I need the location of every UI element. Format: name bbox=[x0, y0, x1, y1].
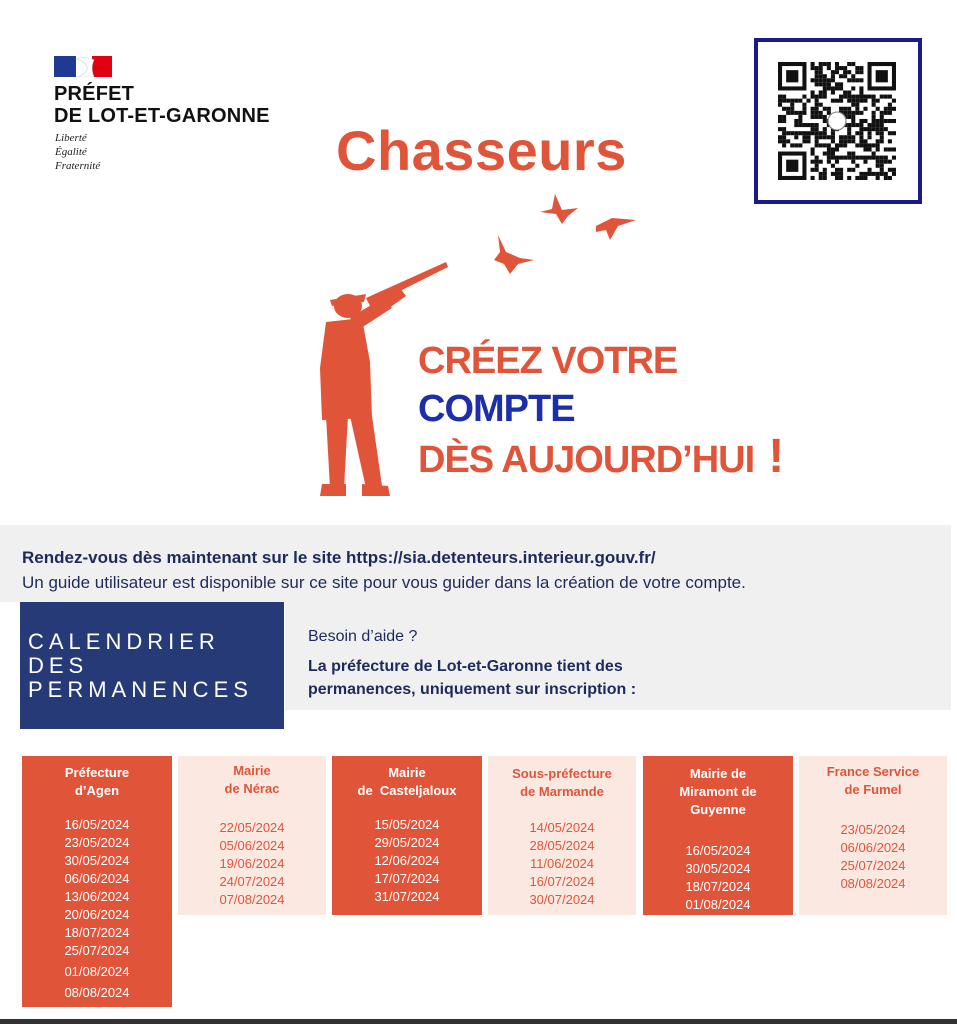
date-item: 30/05/2024 bbox=[685, 861, 751, 876]
website-instruction[interactable]: Rendez-vous dès maintenant sur le site https://sia.detenteurs.interieur.gouv.fr/ bbox=[22, 548, 656, 567]
qr-code[interactable] bbox=[754, 38, 922, 204]
prefecture-line2: DE LOT-ET-GARONNE bbox=[54, 105, 270, 127]
date-item: 30/05/2024 bbox=[64, 853, 130, 868]
calendar-title bbox=[28, 630, 253, 702]
slogan-line3-text: DÈS AUJOURD’HUI bbox=[418, 439, 755, 481]
date-item: 05/06/2024 bbox=[219, 838, 285, 853]
location-column-agen bbox=[22, 756, 172, 1007]
help-text-line1: La préfecture de Lot-et-Garonne tient des bbox=[308, 658, 623, 675]
date-item: 18/07/2024 bbox=[685, 879, 751, 894]
date-item: 28/05/2024 bbox=[529, 838, 595, 853]
date-item: 13/06/2024 bbox=[64, 889, 130, 904]
location-name-line: Mairie bbox=[233, 763, 271, 778]
date-item: 24/07/2024 bbox=[219, 874, 285, 889]
date-item: 16/07/2024 bbox=[529, 874, 595, 889]
qr-code-icon bbox=[778, 62, 896, 180]
date-item: 07/08/2024 bbox=[219, 892, 285, 907]
devise-fraternite: Fraternité bbox=[55, 160, 101, 172]
devise bbox=[55, 131, 100, 173]
slogan bbox=[418, 337, 783, 484]
date-item: 01/08/2024 bbox=[64, 964, 130, 979]
location-column-fumel bbox=[799, 756, 947, 915]
date-item: 30/07/2024 bbox=[529, 892, 595, 907]
date-item: 20/06/2024 bbox=[64, 907, 130, 922]
prefecture-name bbox=[54, 83, 270, 127]
slogan-exclamation: ! bbox=[768, 430, 784, 483]
location-name-line: d’Agen bbox=[74, 783, 120, 798]
date-item: 06/06/2024 bbox=[840, 840, 906, 855]
location-name-line: de Marmande bbox=[520, 784, 604, 799]
date-item: 12/06/2024 bbox=[374, 853, 440, 868]
date-item: 29/05/2024 bbox=[374, 835, 440, 850]
date-item: 25/07/2024 bbox=[64, 943, 130, 958]
location-name-line: Guyenne bbox=[690, 802, 746, 817]
location-name-line: Sous-préfecture bbox=[512, 766, 612, 781]
location-name-line: Mairie bbox=[388, 765, 426, 780]
date-item: 25/07/2024 bbox=[840, 858, 906, 873]
prefecture-line1: PRÉFET bbox=[54, 83, 135, 105]
guide-info: Un guide utilisateur est disponible sur ce site pour vous guider dans la création de votre compte. bbox=[22, 573, 746, 592]
marianne-flag-icon bbox=[54, 56, 112, 77]
date-item: 17/07/2024 bbox=[374, 871, 440, 886]
location-column-casteljaloux bbox=[332, 756, 482, 915]
calendar-title-line1: CALENDRIER bbox=[28, 629, 220, 654]
location-name-line: de Nérac bbox=[224, 781, 280, 796]
location-name-line: France Service bbox=[826, 764, 920, 779]
location-column-nerac bbox=[178, 756, 326, 915]
date-item: 16/05/2024 bbox=[685, 843, 751, 858]
date-item: 01/08/2024 bbox=[685, 897, 751, 912]
date-item: 18/07/2024 bbox=[64, 925, 130, 940]
slogan-line1: CRÉEZ VOTRE bbox=[418, 340, 678, 382]
bird-icon bbox=[494, 235, 534, 274]
date-item: 23/05/2024 bbox=[64, 835, 130, 850]
date-item: 11/06/2024 bbox=[529, 856, 595, 871]
date-item: 19/06/2024 bbox=[219, 856, 285, 871]
location-name-line: Préfecture bbox=[64, 765, 130, 780]
bird-icon bbox=[540, 194, 578, 224]
devise-egalite: Égalité bbox=[55, 146, 87, 158]
location-name-line: Mairie de bbox=[689, 766, 747, 781]
poster-title: Chasseurs bbox=[336, 119, 627, 182]
date-item: 08/08/2024 bbox=[840, 876, 906, 891]
date-item: 06/06/2024 bbox=[64, 871, 130, 886]
date-item: 22/05/2024 bbox=[219, 820, 285, 835]
location-name-line: de Fumel bbox=[844, 782, 902, 797]
slogan-line2: COMPTE bbox=[418, 388, 575, 430]
calendar-title-line2: DES bbox=[28, 653, 89, 678]
bird-icon bbox=[596, 218, 636, 240]
date-item: 15/05/2024 bbox=[374, 817, 440, 832]
location-column-marmande bbox=[488, 756, 636, 915]
location-name-line: de Casteljaloux bbox=[357, 783, 457, 798]
calendar-title-line3: PERMANENCES bbox=[28, 677, 253, 702]
date-item: 14/05/2024 bbox=[529, 820, 595, 835]
help-text bbox=[308, 655, 636, 701]
date-item: 23/05/2024 bbox=[840, 822, 906, 837]
location-name-line: Miramont de bbox=[679, 784, 757, 799]
date-item: 16/05/2024 bbox=[64, 817, 130, 832]
help-question: Besoin d’aide ? bbox=[308, 628, 418, 645]
bottom-rule bbox=[0, 1019, 957, 1024]
date-item: 08/08/2024 bbox=[64, 985, 130, 1000]
help-text-line2: permanences, uniquement sur inscription : bbox=[308, 681, 637, 698]
devise-liberte: Liberté bbox=[55, 132, 87, 144]
location-column-miramont bbox=[643, 756, 793, 915]
slogan-line3 bbox=[418, 430, 784, 484]
date-item: 31/07/2024 bbox=[374, 889, 440, 904]
